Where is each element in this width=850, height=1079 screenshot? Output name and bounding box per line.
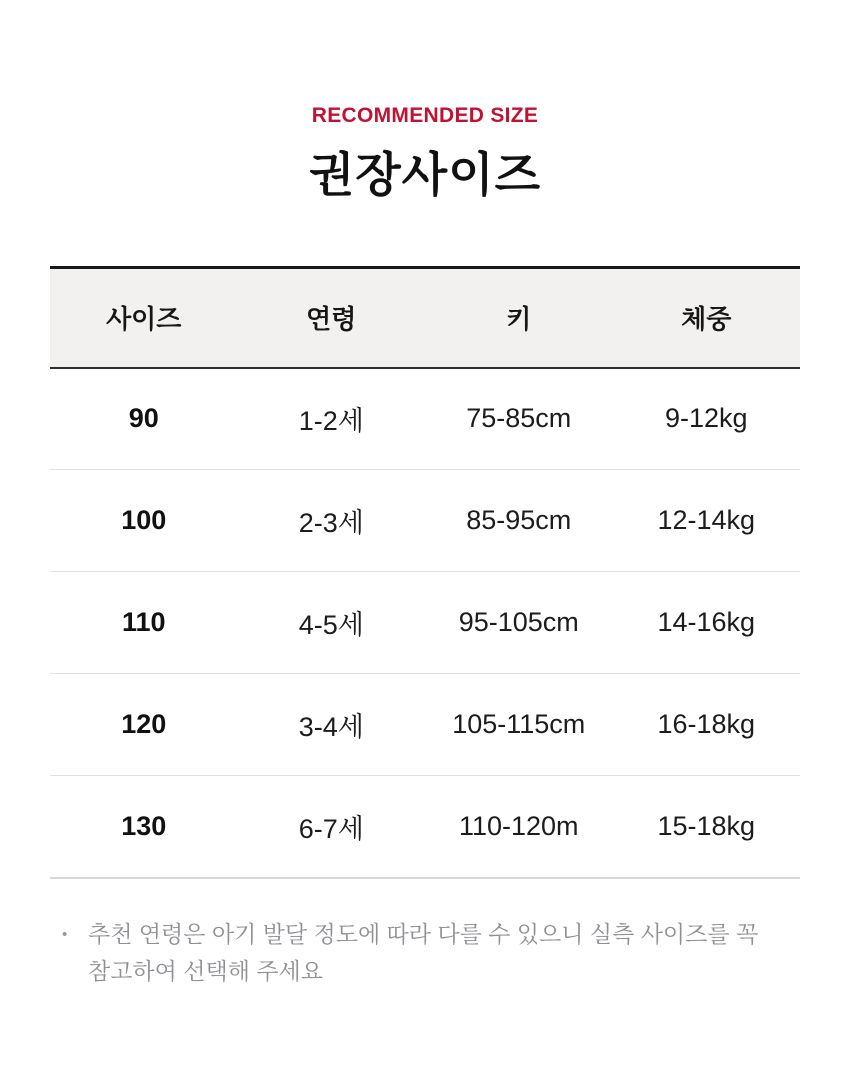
table-row — [50, 674, 800, 776]
cell-height: 75-85cm — [466, 403, 572, 434]
table-header-row — [50, 268, 800, 368]
table-row — [50, 572, 800, 674]
cell-age: 2-3세 — [298, 508, 364, 539]
column-header-weight: 체중 — [681, 304, 732, 335]
cell-weight: 16-18kg — [657, 709, 756, 740]
cell-age: 6-7세 — [298, 813, 364, 844]
cell-size: 130 — [121, 810, 167, 841]
cell-size: 90 — [128, 403, 159, 434]
table-row — [50, 470, 800, 572]
cell-height: 110-120m — [458, 810, 579, 841]
cell-size: 100 — [121, 505, 167, 536]
size-guide-note — [62, 916, 800, 990]
eyebrow-label: RECOMMENDED SIZE — [311, 104, 539, 127]
table-row — [50, 776, 800, 878]
size-table — [50, 266, 800, 879]
cell-weight: 12-14kg — [657, 505, 756, 536]
cell-weight: 15-18kg — [657, 810, 756, 841]
cell-size: 120 — [121, 709, 167, 740]
table-row — [50, 368, 800, 470]
column-header-age: 연령 — [306, 304, 357, 335]
cell-height: 85-95cm — [466, 505, 572, 536]
cell-weight: 14-16kg — [657, 607, 756, 638]
cell-height: 105-115cm — [452, 709, 586, 740]
cell-age: 3-4세 — [298, 712, 364, 743]
column-header-size: 사이즈 — [106, 304, 182, 335]
note-text: 추천 연령은 아기 발달 정도에 따라 다를 수 있으니 실측 사이즈를 꼭 참고하여 선택해 주세요 — [88, 920, 759, 984]
page-title: 권장사이즈 — [308, 148, 541, 202]
size-table-wrap — [50, 266, 800, 879]
cell-weight: 9-12kg — [664, 403, 748, 434]
header-block — [0, 104, 850, 202]
cell-age: 1-2세 — [298, 406, 364, 437]
cell-age: 4-5세 — [298, 610, 364, 641]
bullet-icon: • — [62, 925, 68, 943]
column-header-height: 키 — [506, 304, 532, 335]
cell-height: 95-105cm — [458, 607, 579, 638]
cell-size: 110 — [121, 607, 166, 638]
